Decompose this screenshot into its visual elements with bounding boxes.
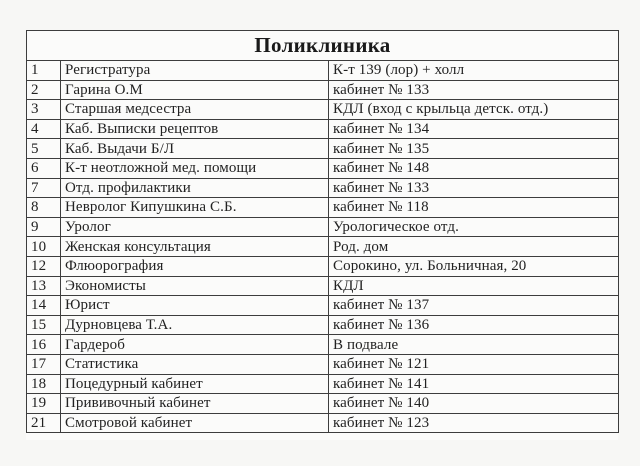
row-name: Каб. Выписки рецептов <box>61 119 329 139</box>
row-location: кабинет № 133 <box>329 178 619 198</box>
row-location: Род. дом <box>329 237 619 257</box>
table-row <box>27 335 619 355</box>
table-title: Поликлиника <box>27 31 619 61</box>
row-location: кабинет № 118 <box>329 198 619 218</box>
row-number: 17 <box>27 354 61 374</box>
row-number: 15 <box>27 315 61 335</box>
row-location: КДЛ <box>329 276 619 296</box>
row-location: КДЛ (вход с крыльца детск. отд.) <box>329 100 619 120</box>
row-number: 21 <box>27 413 61 433</box>
row-name: Поцедурный кабинет <box>61 374 329 394</box>
row-name: Невролог Кипушкина С.Б. <box>61 198 329 218</box>
row-location: Сорокино, ул. Больничная, 20 <box>329 256 619 276</box>
row-number: 18 <box>27 374 61 394</box>
table-row <box>27 119 619 139</box>
row-name: Смотровой кабинет <box>61 413 329 433</box>
table-row <box>27 61 619 81</box>
row-name: К-т неотложной мед. помощи <box>61 158 329 178</box>
table-row <box>27 80 619 100</box>
row-number: 12 <box>27 256 61 276</box>
row-number: 5 <box>27 139 61 159</box>
row-number: 1 <box>27 61 61 81</box>
table-row <box>27 315 619 335</box>
table-row <box>27 276 619 296</box>
row-number: 13 <box>27 276 61 296</box>
row-number: 2 <box>27 80 61 100</box>
table-row <box>27 413 619 433</box>
table-row <box>27 217 619 237</box>
table-row <box>27 178 619 198</box>
row-location: кабинет № 140 <box>329 394 619 414</box>
row-name: Флюорография <box>61 256 329 276</box>
row-name: Старшая медсестра <box>61 100 329 120</box>
row-name: Отд. профилактики <box>61 178 329 198</box>
row-number: 10 <box>27 237 61 257</box>
row-location: кабинет № 135 <box>329 139 619 159</box>
row-location: Урологическое отд. <box>329 217 619 237</box>
row-location: В подвале <box>329 335 619 355</box>
row-name: Гардероб <box>61 335 329 355</box>
row-location: кабинет № 121 <box>329 354 619 374</box>
document-sheet <box>26 30 618 440</box>
row-name: Дурновцева Т.А. <box>61 315 329 335</box>
row-number: 8 <box>27 198 61 218</box>
table-row <box>27 100 619 120</box>
row-number: 3 <box>27 100 61 120</box>
table-row <box>27 354 619 374</box>
row-number: 7 <box>27 178 61 198</box>
row-name: Регистратура <box>61 61 329 81</box>
row-location: кабинет № 123 <box>329 413 619 433</box>
row-name: Гарина О.М <box>61 80 329 100</box>
row-name: Юрист <box>61 296 329 316</box>
table-row <box>27 394 619 414</box>
table-body <box>27 31 619 433</box>
row-number: 6 <box>27 158 61 178</box>
row-location: кабинет № 141 <box>329 374 619 394</box>
table-row <box>27 256 619 276</box>
table-row <box>27 374 619 394</box>
table-row <box>27 139 619 159</box>
table-row <box>27 296 619 316</box>
row-name: Каб. Выдачи Б/Л <box>61 139 329 159</box>
row-number: 16 <box>27 335 61 355</box>
title-row <box>27 31 619 61</box>
row-location: кабинет № 148 <box>329 158 619 178</box>
row-number: 14 <box>27 296 61 316</box>
row-name: Женская консультация <box>61 237 329 257</box>
row-location: кабинет № 133 <box>329 80 619 100</box>
row-name: Уролог <box>61 217 329 237</box>
clinic-directory-table <box>26 30 619 433</box>
row-location: кабинет № 137 <box>329 296 619 316</box>
row-number: 19 <box>27 394 61 414</box>
row-location: кабинет № 134 <box>329 119 619 139</box>
row-number: 9 <box>27 217 61 237</box>
row-number: 4 <box>27 119 61 139</box>
table-row <box>27 198 619 218</box>
row-location: кабинет № 136 <box>329 315 619 335</box>
table-row <box>27 237 619 257</box>
row-name: Прививочный кабинет <box>61 394 329 414</box>
row-name: Экономисты <box>61 276 329 296</box>
row-location: К-т 139 (лор) + холл <box>329 61 619 81</box>
row-name: Статистика <box>61 354 329 374</box>
table-row <box>27 158 619 178</box>
